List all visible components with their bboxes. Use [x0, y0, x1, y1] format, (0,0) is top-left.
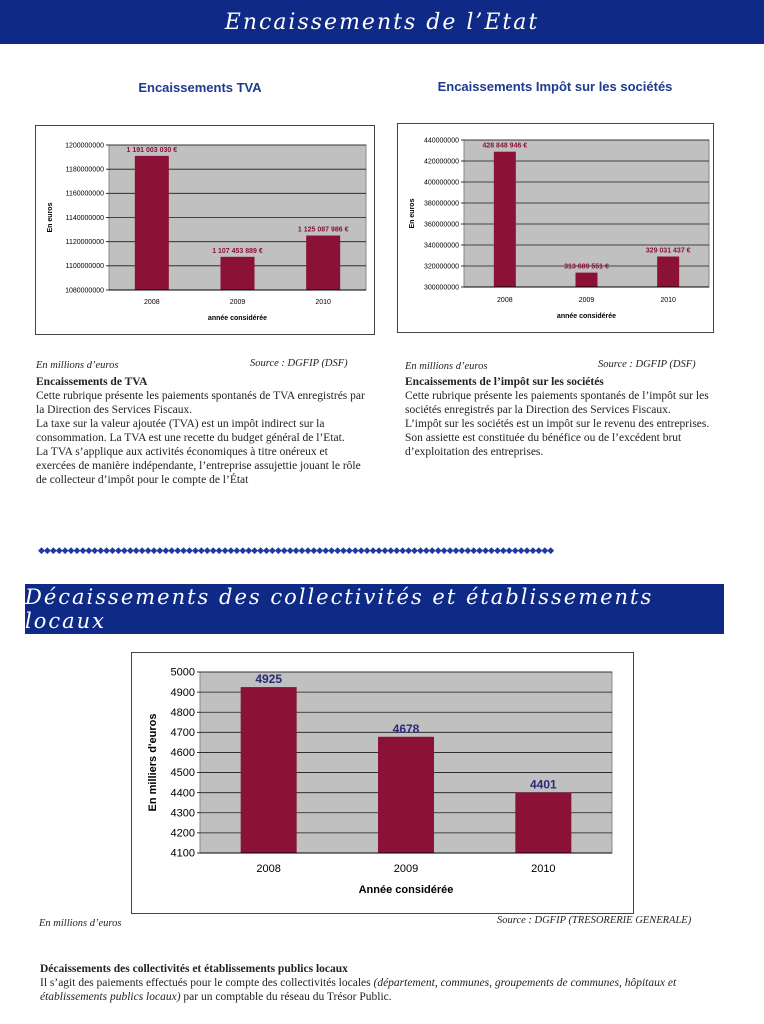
tva-paragraph-3: La TVA s’applique aux activités économiques à titre onéreux et exercées de manière indépendante, l’entreprise assujettie jouant le rôle de collecteur d’impôt pour le compte de l’État: [36, 446, 361, 486]
tva-source-note: Source : DGFIP (DSF): [250, 358, 348, 369]
y-tick-label: 300000000: [423, 284, 459, 292]
is-paragraph-2: L’impôt sur les sociétés est un impôt sur le revenu des entreprises. Son assiette est constituée du bénéfice ou de l’excédent brut d’exploitation des entreprises.: [405, 418, 710, 458]
tva-paragraph-1: Cette rubrique présente les paiements spontanés de TVA enregistrés par la Direction des Services Fiscaux.: [36, 390, 365, 416]
x-tick-label: 2009: [229, 299, 246, 306]
y-tick-label: 1140000000: [65, 214, 104, 222]
locaux-heading: Décaissements des collectivités et établissements publics locaux: [40, 963, 348, 975]
y-tick-label: 1080000000: [65, 287, 104, 295]
y-tick-label: 4600: [170, 747, 195, 760]
y-axis-label: En euros: [409, 198, 416, 229]
y-tick-label: 360000000: [423, 221, 459, 229]
bar: [494, 152, 516, 287]
y-tick-label: 4400: [170, 787, 195, 800]
x-axis-label: année considérée: [556, 313, 617, 320]
bar: [515, 792, 571, 853]
locaux-description: [40, 962, 730, 1004]
y-tick-label: 340000000: [423, 242, 459, 250]
y-tick-label: 4300: [170, 807, 195, 820]
is-description: [405, 375, 711, 459]
bar: [657, 257, 679, 287]
bar: [241, 687, 297, 853]
locaux-paragraph: [40, 976, 730, 1004]
chart-title-is: Encaissements Impôt sur les sociétés: [437, 79, 673, 94]
x-tick-label: 2009: [393, 863, 419, 875]
x-tick-label: 2008: [497, 297, 513, 304]
y-axis-label: En euros: [47, 202, 54, 233]
data-label: 4678: [392, 721, 420, 736]
y-tick-label: 1180000000: [65, 166, 104, 174]
locaux-text-c: par un comptable du réseau du Trésor Public.: [180, 991, 392, 1003]
x-tick-label: 2008: [256, 863, 281, 875]
data-label: 1 125 087 986 €: [297, 226, 349, 234]
data-label: 428 848 946 €: [482, 142, 528, 150]
bar: [135, 156, 169, 290]
x-tick-label: 2010: [531, 863, 556, 875]
y-tick-label: 4500: [170, 767, 195, 780]
y-tick-label: 5000: [170, 666, 195, 679]
bar: [576, 273, 598, 287]
data-label: 4925: [255, 672, 283, 687]
bar: [306, 236, 340, 290]
y-tick-label: 380000000: [423, 200, 459, 208]
y-axis-label: En milliers d'euros: [147, 713, 159, 812]
chart-box-is: [397, 123, 714, 333]
diamond-divider: ◆◆◆◆◆◆◆◆◆◆◆◆◆◆◆◆◆◆◆◆◆◆◆◆◆◆◆◆◆◆◆◆◆◆◆◆◆◆◆◆◆◆◆◆◆◆◆◆◆◆◆◆◆◆◆◆◆◆◆◆◆◆◆◆◆◆◆◆◆◆◆◆◆◆◆◆◆◆◆◆◆◆◆◆◆◆◆: [38, 545, 554, 555]
data-label: 4401: [529, 777, 557, 792]
section-banner-decaissements: Décaissements des collectivités et établissements locaux: [25, 584, 724, 634]
y-tick-label: 4200: [170, 827, 195, 840]
bar-chart-locaux: [132, 653, 633, 913]
locaux-unit-note: En millions d’euros: [39, 918, 122, 929]
bar-chart-tva: [36, 126, 374, 334]
x-tick-label: 2010: [660, 297, 676, 304]
x-tick-label: 2009: [578, 297, 595, 304]
y-tick-label: 400000000: [423, 179, 459, 187]
tva-paragraph-2: La taxe sur la valeur ajoutée (TVA) est un impôt indirect sur la consommation. La TVA est une recette du budget général de l’Etat.: [36, 418, 345, 444]
x-tick-label: 2008: [144, 299, 160, 306]
y-tick-label: 1200000000: [65, 142, 104, 150]
chart-box-tva: [35, 125, 375, 335]
locaux-text-a: Il s’agit des paiements effectués pour le compte des collectivités locales: [40, 977, 374, 989]
is-unit-note: En millions d’euros: [405, 361, 488, 372]
data-label: 1 191 003 030 €: [126, 146, 178, 154]
y-tick-label: 4900: [170, 686, 195, 699]
x-axis-label: Année considérée: [358, 884, 454, 896]
data-label: 329 031 437 €: [645, 247, 691, 255]
is-heading: Encaissements de l’impôt sur les sociétés: [405, 376, 604, 388]
bar-chart-is: [398, 124, 713, 332]
y-tick-label: 1100000000: [65, 263, 104, 271]
tva-unit-note: En millions d’euros: [36, 360, 119, 371]
y-tick-label: 320000000: [423, 263, 459, 271]
is-source-note: Source : DGFIP (DSF): [598, 359, 696, 370]
y-tick-label: 420000000: [423, 158, 459, 166]
y-tick-label: 4800: [170, 706, 195, 719]
is-paragraph-1: Cette rubrique présente les paiements spontanés de l’impôt sur les sociétés enregistrés par la Direction des Services Fiscaux.: [405, 390, 709, 416]
bar: [378, 737, 434, 853]
bar: [221, 257, 255, 290]
data-label: 1 107 453 889 €: [212, 247, 263, 255]
locaux-source-note: Source : DGFIP (TRESORERIE GENERALE): [497, 915, 692, 926]
y-tick-label: 4100: [170, 847, 195, 860]
locaux-text-b: (département, communes, groupements de communes, hôpitaux et établissements publics locaux): [40, 977, 677, 1003]
y-tick-label: 4700: [170, 727, 195, 739]
x-tick-label: 2010: [315, 299, 331, 306]
y-tick-label: 440000000: [423, 137, 459, 145]
section-banner-encaissements: Encaissements de l’Etat: [0, 0, 764, 44]
chart-box-locaux: [131, 652, 634, 914]
data-label: 313 689 551 €: [564, 263, 609, 271]
chart-title-tva: Encaissements TVA: [138, 80, 262, 95]
x-axis-label: année considérée: [207, 315, 268, 322]
tva-heading: Encaissements de TVA: [36, 376, 148, 388]
y-tick-label: 1120000000: [65, 239, 104, 246]
tva-description: [36, 375, 366, 487]
y-tick-label: 1160000000: [65, 190, 104, 198]
